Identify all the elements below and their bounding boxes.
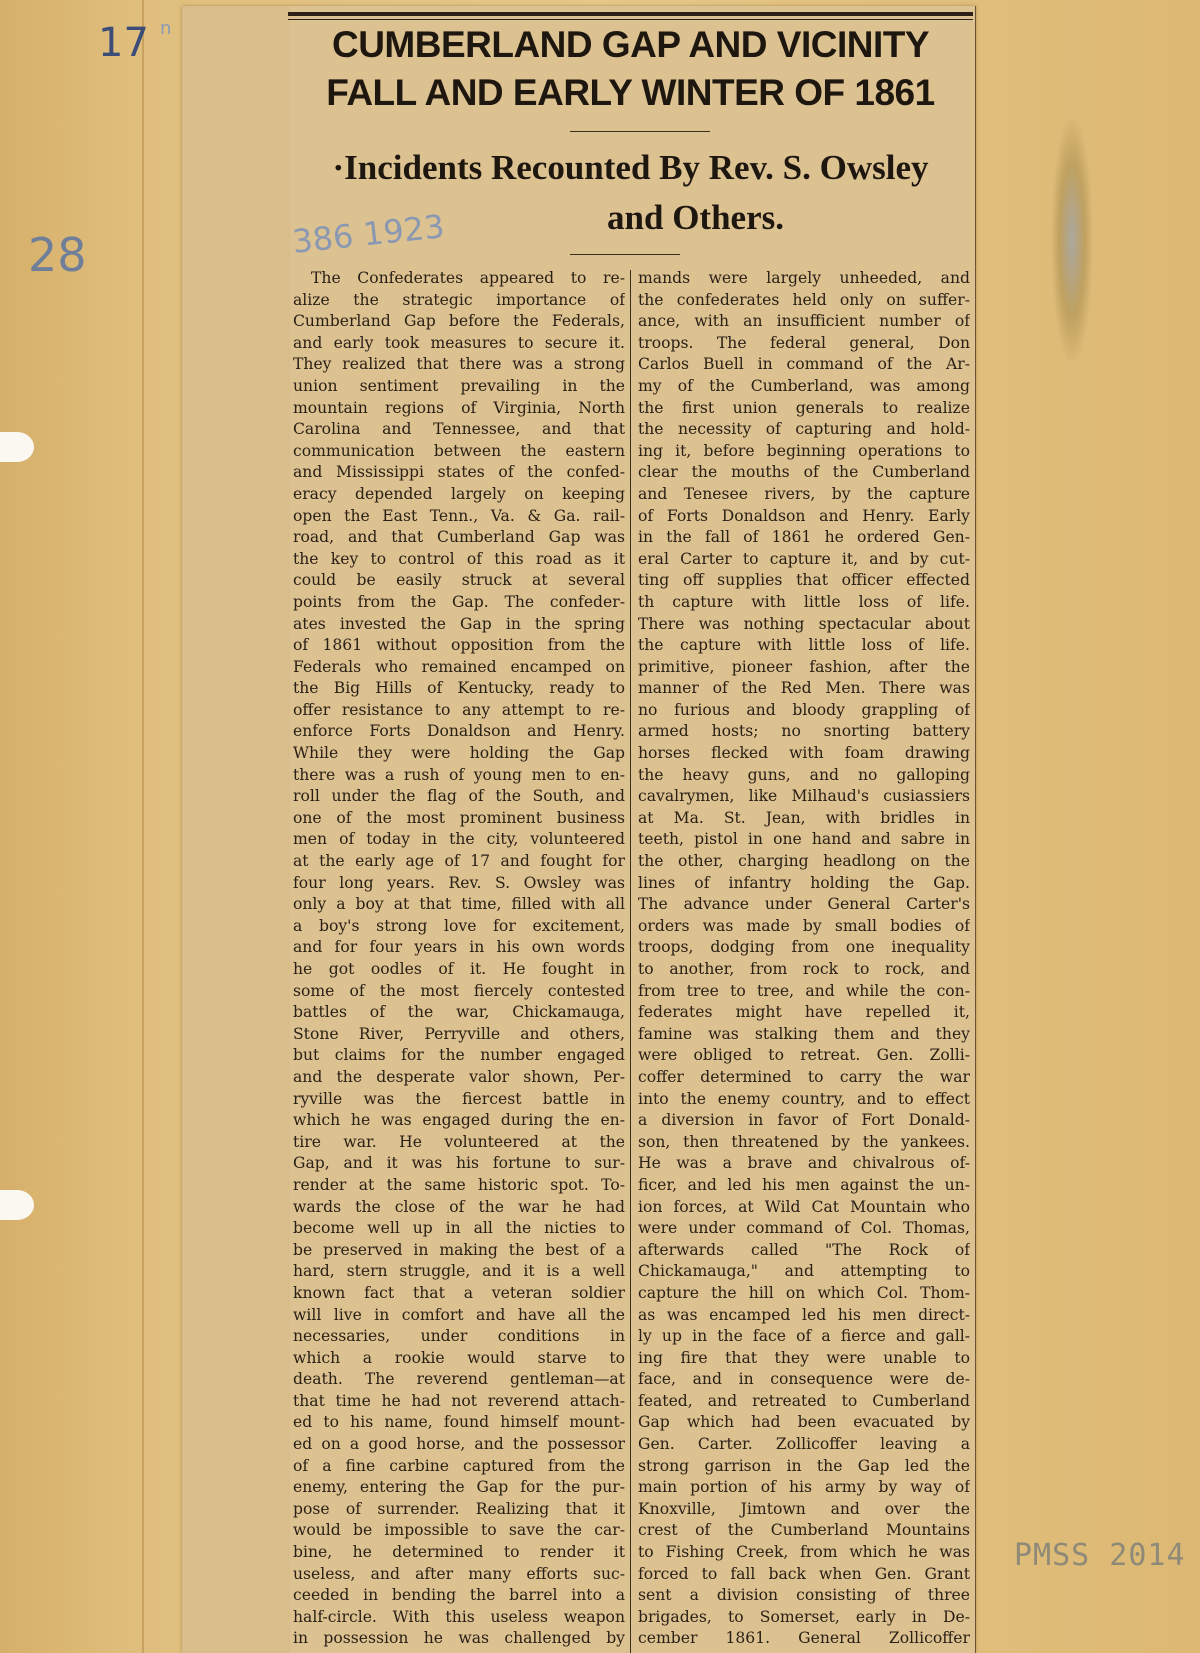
article-line: ed to his name, found himself mount- xyxy=(293,1413,625,1432)
article-line: the confederates held only on suffer- xyxy=(638,290,970,309)
page-fold-line xyxy=(142,0,144,1653)
headline-top-rule-thin xyxy=(288,19,973,20)
article-line: The advance under General Carter's xyxy=(638,895,970,914)
article-line: union sentiment prevailing in the xyxy=(293,376,625,395)
article-line: and the desperate valor shown, Per- xyxy=(293,1067,625,1086)
article-line: ance, with an insufficient number of xyxy=(638,312,970,331)
article-line: ly up in the face of a fierce and gall- xyxy=(638,1327,970,1346)
article-line: federates might have repelled it, xyxy=(638,1003,970,1022)
article-line: There was nothing spectacular about xyxy=(638,614,970,633)
headline-line-1: CUMBERLAND GAP AND VICINITY xyxy=(331,24,930,65)
article-line: to Fishing Creek, from which he was xyxy=(638,1543,970,1562)
article-line: and Mississippi states of the confed- xyxy=(293,463,625,482)
article-line: which he was engaged during the en- xyxy=(293,1111,625,1130)
subheadline-line-2: and Others. xyxy=(607,198,784,237)
article-line: mountain regions of Virginia, North xyxy=(293,398,625,417)
article-line: clear the mouths of the Cumberland xyxy=(638,463,970,482)
paper-stain xyxy=(1052,120,1092,360)
article-line: They realized that there was a strong xyxy=(293,355,625,374)
article-line: Carlos Buell in command of the Ar- xyxy=(638,355,970,374)
article-line: enforce Forts Donaldson and Henry. xyxy=(293,722,625,741)
article-line: ficer, and led his men against the un- xyxy=(638,1175,970,1194)
subheadline-line-1: ·Incidents Recounted By Rev. S. Owsley xyxy=(332,148,929,187)
binder-hole-lower xyxy=(0,1190,34,1220)
article-line: face, and in consequence were de- xyxy=(638,1370,970,1389)
article-line: tire war. He volunteered at the xyxy=(293,1132,625,1151)
article-line: the Big Hills of Kentucky, ready to xyxy=(293,679,625,698)
article-line: will live in comfort and have all the xyxy=(293,1305,625,1324)
article-line: of Forts Donaldson and Henry. Early xyxy=(638,506,970,525)
article-line: cember 1861. General Zollicoffer xyxy=(638,1629,970,1648)
article-line: the other, charging headlong on the xyxy=(638,852,970,871)
article-line: in the fall of 1861 he ordered Gen- xyxy=(638,528,970,547)
article-line: Cumberland Gap before the Federals, xyxy=(293,312,625,331)
article-line: Gap which had been evacuated by xyxy=(638,1413,970,1432)
article-line: coffer determined to carry the war xyxy=(638,1067,970,1086)
article-line: ates invested the Gap in the spring xyxy=(293,614,625,633)
article-line: wards the close of the war he had xyxy=(293,1197,625,1216)
article-line: roll under the flag of the South, and xyxy=(293,787,625,806)
headline-top-rule xyxy=(288,12,973,16)
article-line: four long years. Rev. S. Owsley was xyxy=(293,873,625,892)
article-line: feated, and retreated to Cumberland xyxy=(638,1391,970,1410)
article-line: brigades, to Somerset, early in De- xyxy=(638,1607,970,1626)
article-line: render at the same historic spot. To- xyxy=(293,1175,625,1194)
article-line: troops, dodging from one inequality xyxy=(638,938,970,957)
article-line: enemy, entering the Gap for the pur- xyxy=(293,1478,625,1497)
article-line: that time he had not reverend attach- xyxy=(293,1391,625,1410)
article-line: he got oodles of it. He fought in xyxy=(293,960,625,978)
article-line: a boy's strong love for excitement, xyxy=(293,916,625,935)
article-line: orders was made by small bodies of xyxy=(638,916,970,935)
article-line: capture the hill on which Col. Thom- xyxy=(638,1283,970,1302)
article-line: Federals who remained encamped on xyxy=(293,657,625,676)
article-line: and Tenesee rivers, by the capture xyxy=(638,484,970,503)
article-line: bine, he determined to render it xyxy=(293,1543,625,1562)
article-line: communication between the eastern xyxy=(293,441,625,460)
article-line: men of today in the city, volunteered xyxy=(293,830,625,849)
article-line: eracy depended largely on keeping xyxy=(293,484,625,503)
article-line: ed on a good horse, and the possessor xyxy=(293,1435,625,1454)
article-line: be preserved in making the best of a xyxy=(293,1240,625,1259)
column-divider xyxy=(630,270,631,1653)
article-line: were obliged to retreat. Gen. Zolli- xyxy=(638,1046,970,1065)
article-line: but claims for the number engaged xyxy=(293,1046,625,1065)
article-line: main portion of his army by way of xyxy=(638,1478,970,1497)
handwritten-corner-mark: n xyxy=(160,18,172,39)
article-line: into the enemy country, and to effect xyxy=(638,1089,970,1108)
article-line: crest of the Cumberland Mountains xyxy=(638,1521,970,1540)
article-line: The Confederates appeared to re- xyxy=(311,269,625,287)
article-line: pose of surrender. Realizing that it xyxy=(293,1499,625,1518)
article-line: ion forces, at Wild Cat Mountain who xyxy=(638,1197,970,1216)
article-line: hard, stern struggle, and it is a well xyxy=(293,1262,625,1281)
article-line: only a boy at that time, filled with all xyxy=(293,895,625,914)
article-line: ryville was the fiercest battle in xyxy=(293,1089,625,1108)
handwritten-page-number: 17 xyxy=(98,20,149,66)
article-line: would be impossible to save the car- xyxy=(293,1521,625,1540)
article-line: mands were largely unheeded, and xyxy=(638,269,970,287)
article-line: in possession he was challenged by xyxy=(293,1629,625,1648)
article-line: ing it, before beginning operations to xyxy=(638,441,970,460)
article-line: a diversion in favor of Fort Donald- xyxy=(638,1111,970,1130)
article-line: Gap, and it was his fortune to sur- xyxy=(293,1154,625,1173)
article-line: points from the Gap. The confeder- xyxy=(293,592,625,611)
article-line: offer resistance to any attempt to re- xyxy=(293,700,625,719)
article-line: open the East Tenn., Va. & Ga. rail- xyxy=(293,506,625,525)
headline-line-2: FALL AND EARLY WINTER OF 1861 xyxy=(326,72,935,113)
article-line: the capture with little loss of life. xyxy=(638,636,970,655)
article-line: ting off supplies that officer effected xyxy=(638,571,970,590)
article-column-right xyxy=(638,268,970,1650)
article-line: useless, and after many efforts suc- xyxy=(293,1564,625,1583)
article-line: from tree to tree, and while the con- xyxy=(638,981,970,1000)
article-line: afterwards called "The Rock of xyxy=(638,1240,970,1259)
article-line: the heavy guns, and no galloping xyxy=(638,765,970,784)
article-line: and for four years in his own words xyxy=(293,938,625,957)
article-line: manner of the Red Men. There was xyxy=(638,679,970,698)
headline-separator xyxy=(570,131,710,132)
article-line: one of the most prominent business xyxy=(293,808,625,827)
article-line: could be easily struck at several xyxy=(293,571,625,590)
article-line: alize the strategic importance of xyxy=(293,290,625,309)
article-line: there was a rush of young men to en- xyxy=(293,765,625,784)
article-column-left xyxy=(293,268,625,1650)
article-line: death. The reverend gentleman—at xyxy=(293,1370,625,1389)
article-line: were under command of Col. Thomas, xyxy=(638,1219,970,1238)
article-line: primitive, pioneer fashion, after the xyxy=(638,657,970,676)
article-line: necessaries, under conditions in xyxy=(293,1327,625,1346)
article-line: the necessity of capturing and hold- xyxy=(638,420,970,439)
article-line: lines of infantry holding the Gap. xyxy=(638,873,970,892)
article-line: troops. The federal general, Don xyxy=(638,333,970,352)
article-line: at the early age of 17 and fought for xyxy=(293,852,625,871)
article-line: the first union generals to realize xyxy=(638,398,970,417)
article-line: some of the most fiercely contested xyxy=(293,981,625,1000)
article-line: my of the Cumberland, was among xyxy=(638,376,970,395)
article-line: armed hosts; no snorting battery xyxy=(638,722,970,741)
article-line: sent a division consisting of three xyxy=(638,1586,970,1605)
article-line: known fact that a veteran soldier xyxy=(293,1283,625,1302)
article-line: battles of the war, Chickamauga, xyxy=(293,1003,625,1022)
article-line: Gen. Carter. Zollicoffer leaving a xyxy=(638,1435,970,1454)
handwritten-clipping-id: 386 1923 xyxy=(290,207,447,261)
handwritten-side-number: 28 xyxy=(28,228,87,282)
article-line: no furious and bloody grappling of xyxy=(638,700,970,719)
article-line: and early took measures to secure it. xyxy=(293,333,625,352)
article-line: Stone River, Perryville and others, xyxy=(293,1024,625,1043)
article-line: of 1861 without opposition from the xyxy=(293,636,625,655)
article-line: son, then threatened by the yankees. xyxy=(638,1132,970,1151)
article-line: of a fine carbine captured from the xyxy=(293,1456,625,1475)
article-line: Chickamauga," and attempting to xyxy=(638,1262,970,1281)
binder-hole-upper xyxy=(0,432,34,462)
article-line: While they were holding the Gap xyxy=(293,744,625,763)
article-line: Knoxville, Jimtown and over the xyxy=(638,1499,970,1518)
article-line: teeth, pistol in one hand and sabre in xyxy=(638,830,970,849)
article-line: Carolina and Tennessee, and that xyxy=(293,420,625,439)
article-line: ing fire that they were unable to xyxy=(638,1348,970,1367)
subheadline-separator xyxy=(570,254,680,255)
article-line: which a rookie would starve to xyxy=(293,1348,625,1367)
clipping-right-edge xyxy=(975,6,976,1653)
article-line: cavalrymen, like Milhaud's cusiassiers xyxy=(638,787,970,806)
article-line: famine was stalking them and they xyxy=(638,1024,970,1043)
article-line: He was a brave and chivalrous of- xyxy=(638,1154,970,1173)
article-line: ceeded in bending the barrel into a xyxy=(293,1586,625,1605)
article-line: road, and that Cumberland Gap was xyxy=(293,528,625,547)
article-line: the key to control of this road as it xyxy=(293,549,625,568)
archive-watermark: PMSS 2014 xyxy=(1014,1538,1186,1573)
article-line: at Ma. St. Jean, with bridles in xyxy=(638,808,970,827)
article-line: forced to fall back when Gen. Grant xyxy=(638,1564,970,1583)
article-line: horses flecked with foam drawing xyxy=(638,744,970,763)
article-line: eral Carter to capture it, and by cut- xyxy=(638,549,970,568)
article-line: as was encamped led his men direct- xyxy=(638,1305,970,1324)
article-line: strong garrison in the Gap led the xyxy=(638,1456,970,1475)
article-line: become well up in all the nicties to xyxy=(293,1219,625,1238)
article-line: th capture with little loss of life. xyxy=(638,592,970,611)
article-line: half-circle. With this useless weapon xyxy=(293,1607,625,1626)
article-line: to another, from rock to rock, and xyxy=(638,960,970,978)
